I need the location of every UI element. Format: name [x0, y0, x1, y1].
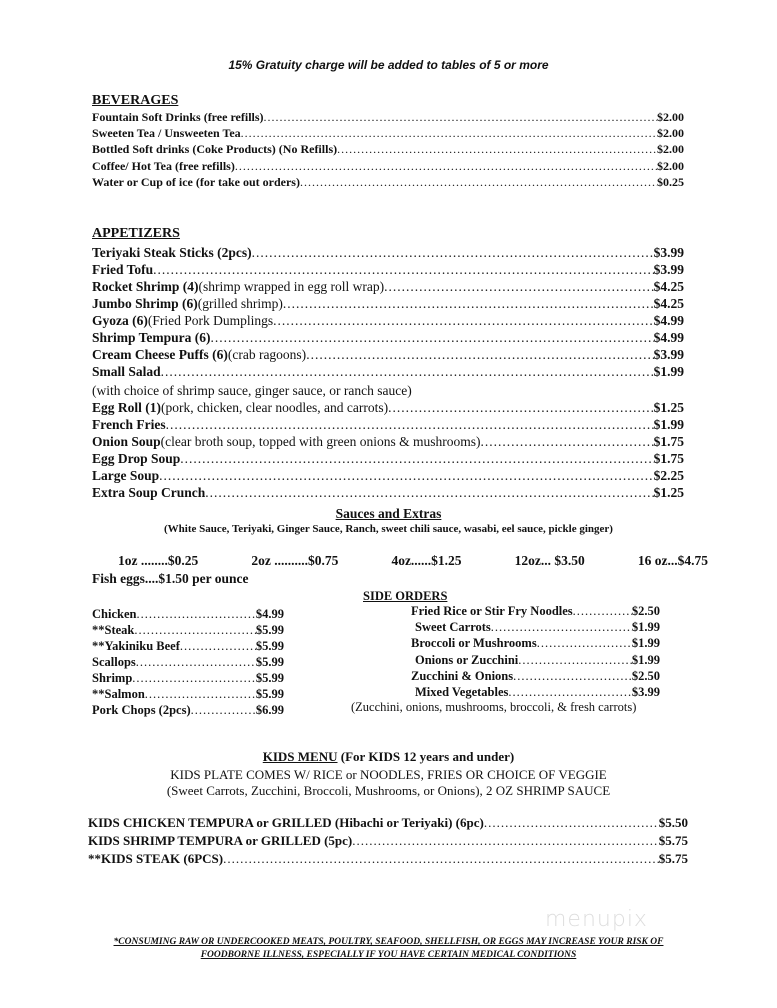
item-price: $1.99 [653, 364, 684, 379]
kids-line-1: KIDS PLATE COMES W/ RICE or NOODLES, FRIES OR CHOICE OF VEGGIE [170, 767, 607, 782]
disclaimer-line-2: FOODBORNE ILLNESS, ESPECIALLY IF YOU HAVE CERTAIN MEDICAL CONDITIONS [200, 950, 577, 960]
item-name: Egg Drop Soup [92, 451, 181, 466]
item-description: (crab ragoons) [227, 347, 307, 362]
dot-leader [518, 653, 632, 668]
dot-leader [161, 364, 654, 380]
item-name: Fountain Soft Drinks (free refills) [92, 110, 264, 124]
item-price: $5.50 [658, 815, 688, 830]
item-price: $4.99 [653, 330, 684, 345]
dot-leader [388, 400, 653, 416]
item-name: Chicken [92, 607, 137, 621]
item-name: Scallops [92, 655, 136, 669]
menu-item [415, 653, 660, 668]
sauce-sizes [118, 553, 708, 569]
item-name: Rocket Shrimp (4) [92, 279, 199, 294]
menu-item [88, 851, 688, 867]
dot-leader [484, 815, 659, 831]
item-name: Onion Soup [92, 434, 161, 449]
kids-line-2: (Sweet Carrots, Zucchini, Broccoli, Mushrooms, or Onions), 2 OZ SHRIMP SAUCE [166, 783, 611, 798]
menu-item [415, 685, 660, 700]
item-price: $2.00 [657, 110, 684, 124]
mixed-veg-note: (Zucchini, onions, mushrooms, broccoli, & fresh carrots) [351, 700, 637, 714]
item-price: $1.75 [653, 434, 684, 449]
dot-leader [180, 639, 256, 654]
menu-item [92, 623, 284, 638]
dot-leader [136, 655, 256, 670]
item-name: French Fries [92, 417, 166, 432]
dot-leader [153, 262, 653, 278]
dot-leader [132, 671, 256, 686]
sauce-size: 1oz ........$0.25 [118, 553, 199, 568]
menu-item [92, 468, 684, 484]
item-name: Coffee/ Hot Tea (free refills) [92, 158, 235, 173]
item-name: Sweet Carrots [415, 620, 491, 635]
menu-item [92, 142, 684, 157]
dot-leader [306, 347, 653, 363]
dot-leader [166, 417, 654, 433]
item-price: $1.25 [653, 400, 684, 415]
item-name: Cream Cheese Puffs (6) [92, 347, 228, 362]
dot-leader [491, 620, 632, 635]
item-description: (pork, chicken, clear noodles, and carrots) [161, 400, 389, 415]
item-price: $6.99 [255, 703, 284, 717]
dot-leader [537, 636, 632, 651]
item-name: Shrimp Tempura (6) [92, 330, 211, 345]
item-name: **Yakiniku Beef [92, 639, 180, 653]
item-price: $5.75 [658, 851, 688, 866]
dot-leader [159, 468, 653, 484]
menu-item [92, 400, 684, 416]
menu-item [92, 639, 284, 654]
item-price: $5.99 [255, 655, 284, 669]
menu-item [415, 620, 660, 635]
item-price: $2.50 [631, 604, 660, 618]
dot-leader [191, 703, 256, 718]
item-price: $2.00 [657, 126, 684, 141]
salad-note: (with choice of shrimp sauce, ginger sauce, or ranch sauce) [92, 383, 412, 398]
dot-leader [264, 110, 657, 125]
item-price: $1.99 [631, 636, 660, 651]
item-name: Water or Cup of ice (for take out orders) [92, 174, 300, 189]
dot-leader [205, 485, 653, 501]
kids-heading [0, 749, 777, 765]
menu-item [92, 671, 284, 686]
item-price: $3.99 [631, 685, 660, 699]
dot-leader [252, 245, 654, 261]
dot-leader [384, 279, 654, 295]
item-price: $2.00 [657, 158, 684, 173]
menu-item [92, 364, 684, 380]
dot-leader [136, 607, 255, 622]
menu-item [92, 313, 684, 329]
item-price: $1.25 [653, 485, 684, 500]
item-price: $1.99 [631, 652, 660, 667]
item-price: $1.75 [653, 451, 684, 466]
menu-item [92, 296, 684, 312]
item-name: Jumbo Shrimp (6) [92, 296, 198, 311]
item-name: Zucchini & Onions [411, 668, 514, 683]
dot-leader [508, 685, 631, 700]
item-description: (grilled shrimp) [197, 296, 283, 311]
item-name: Shrimp [92, 671, 133, 685]
item-price: $5.99 [255, 687, 284, 701]
item-price: $3.99 [653, 347, 684, 362]
menu-item [92, 655, 284, 670]
item-name: Broccoli or Mushrooms [411, 636, 537, 651]
menu-item [411, 636, 660, 651]
item-name: **Salmon [92, 687, 145, 701]
item-name: Mixed Vegetables [415, 685, 509, 699]
sauces-list: (White Sauce, Teriyaki, Ginger Sauce, Ranch, sweet chili sauce, wasabi, eel sauce, pickle ginger) [164, 523, 613, 535]
item-description: (Fried Pork Dumplings [147, 313, 274, 328]
item-name: Gyoza (6) [92, 313, 148, 328]
menu-item [92, 262, 684, 278]
sauce-size: 4oz......$1.25 [391, 553, 462, 568]
item-price: $2.50 [631, 668, 660, 683]
dot-leader [241, 126, 657, 141]
dot-leader [337, 142, 657, 157]
menu-item [92, 175, 684, 190]
disclaimer-line-1: *CONSUMING RAW OR UNDERCOOKED MEATS, POULTRY, SEAFOOD, SHELLFISH, OR EGGS MAY INCREASE YOUR RISK OF [113, 937, 664, 947]
item-price: $2.25 [653, 468, 684, 483]
item-price: $1.99 [653, 417, 684, 432]
kids-title: KIDS MENU [262, 749, 338, 764]
menu-item [92, 687, 284, 702]
item-name: **Steak [92, 623, 135, 637]
sauces-heading: Sauces and Extras [335, 506, 442, 521]
item-price: $4.25 [653, 279, 684, 294]
sauce-size: 12oz... $3.50 [514, 553, 585, 568]
sauce-size: 2oz ..........$0.75 [251, 553, 339, 568]
menu-item [92, 434, 684, 450]
item-name: Small Salad [92, 364, 161, 379]
sauce-size: 16 oz...$4.75 [637, 553, 708, 568]
item-name: Fried Tofu [92, 262, 154, 277]
item-price: $5.99 [255, 671, 284, 685]
dot-leader [513, 669, 632, 684]
dot-leader [211, 330, 654, 346]
menu-item [92, 110, 684, 125]
menu-item [88, 815, 688, 831]
item-name: Sweeten Tea / Unsweeten Tea [92, 126, 241, 141]
appetizers-heading: APPETIZERS [92, 226, 180, 241]
menu-item [92, 451, 684, 467]
item-price: $3.99 [653, 245, 684, 260]
dot-leader [273, 313, 654, 329]
dot-leader [481, 434, 654, 450]
fish-eggs: Fish eggs....$1.50 per ounce [92, 571, 249, 586]
item-price: $5.99 [255, 623, 284, 637]
item-name: Onions or Zucchini [415, 652, 519, 667]
menu-item [411, 669, 660, 684]
item-price: $1.99 [631, 620, 660, 635]
gratuity-notice: 15% Gratuity charge will be added to tables of 5 or more [228, 58, 549, 72]
menu-item [92, 245, 684, 261]
item-price: $4.99 [653, 313, 684, 328]
dot-leader [300, 175, 657, 190]
menu-item [92, 417, 684, 433]
item-name: KIDS CHICKEN TEMPURA or GRILLED (Hibachi or Teriyaki) (6pc) [88, 815, 484, 830]
item-price: $2.00 [657, 142, 684, 157]
item-price: $0.25 [657, 174, 684, 189]
dot-leader [235, 159, 657, 174]
item-price: $5.99 [255, 639, 284, 653]
dot-leader [352, 833, 659, 849]
item-name: Fried Rice or Stir Fry Noodles [411, 604, 573, 618]
item-name: Extra Soup Crunch [92, 485, 206, 500]
kids-subtitle: (For KIDS 12 years and under) [337, 749, 515, 764]
item-name: **KIDS STEAK (6PCS) [88, 851, 224, 866]
menu-item [88, 833, 688, 849]
item-name: Teriyaki Steak Sticks (2pcs) [92, 245, 252, 260]
item-price: $4.99 [255, 607, 284, 621]
side-orders-heading: SIDE ORDERS [363, 589, 448, 603]
dot-leader [223, 851, 659, 867]
menu-item [92, 607, 284, 622]
item-name: Large Soup [92, 468, 160, 483]
item-description: (clear broth soup, topped with green onions & mushrooms) [160, 434, 481, 449]
item-price: $5.75 [658, 833, 688, 848]
item-price: $3.99 [653, 262, 684, 277]
menu-item [92, 279, 684, 295]
menu-item [92, 159, 684, 174]
dot-leader [180, 451, 653, 467]
menu-item [92, 330, 684, 346]
item-name: Pork Chops (2pcs) [92, 703, 191, 717]
dot-leader [573, 604, 632, 619]
menupix-watermark: menupix [545, 907, 648, 932]
item-description: (shrimp wrapped in egg roll wrap) [198, 279, 385, 294]
beverages-heading: BEVERAGES [92, 93, 179, 108]
menu-item [92, 126, 684, 141]
item-name: KIDS SHRIMP TEMPURA or GRILLED (5pc) [88, 833, 353, 848]
menu-item [92, 485, 684, 501]
item-price: $4.25 [653, 296, 684, 311]
item-name: Egg Roll (1) [92, 400, 161, 415]
dot-leader [134, 623, 256, 638]
item-name: Bottled Soft drinks (Coke Products) (No Refills) [92, 142, 338, 157]
dot-leader [283, 296, 654, 312]
menu-item [92, 703, 284, 718]
dot-leader [145, 687, 256, 702]
menu-item [92, 347, 684, 363]
menu-item [411, 604, 660, 619]
